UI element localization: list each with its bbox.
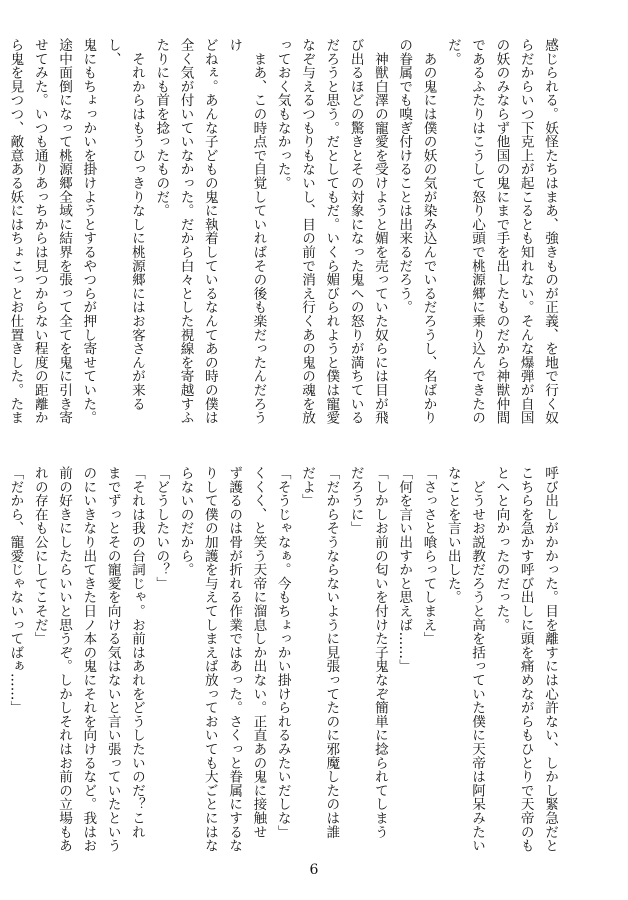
text-line: だ。 — [444, 38, 461, 66]
text-line: なぞ与えるつもりもないし、目の前で消え行くあの鬼の魂を放 — [299, 38, 316, 425]
page-number: 6 — [309, 862, 319, 878]
text-line: ら鬼を見つつ、敵意ある妖にはちょこっとお仕置きした。たま — [7, 38, 24, 425]
text-line: 「さっさと喰らってしまえ」 — [420, 466, 437, 646]
text-line: 「だから、寵愛じゃないってばぁ……」 — [7, 466, 24, 715]
text-line: のにいきなり出てきた日ノ本の鬼にそれを向けるなど。我はお — [80, 466, 97, 853]
text-line: せてみた。いつも通りあっちからは見つからない程度の距離か — [31, 38, 48, 425]
text-line: 「そうじゃなぁ。今もちょっかい掛けられるみたいだしな」 — [274, 466, 291, 839]
text-line: 途中面倒になって桃源郷全域に結界を張って全てを鬼に引き寄 — [56, 38, 73, 425]
text-line: くくく、と笑う天帝に溜息しか出ない。正直あの鬼に接触せ — [250, 466, 267, 839]
text-line: それからはもうひっきりなしに桃源郷にはお客さんが来るし、 — [104, 38, 145, 411]
text-line — [0, 38, 3, 438]
text-line: あの鬼には僕の妖の気が染み込んでいるだろうし、名ばかり — [420, 38, 437, 425]
text-line: りして僕の加護を与えてしまえば放っておいても大ごとにはな — [201, 466, 218, 853]
text-line: 全く気が付いていなかった。だから白々とした視線を寄越すふ — [177, 38, 194, 425]
text-line: ず護るのは骨が折れる作業ではあった。さくっと眷属にするな — [226, 466, 243, 853]
text-line: 前の好きにしたらいいと思うぞ。しかしそれはお前の立場もあ — [56, 466, 73, 853]
text-line: どうせお説教だろうと高を括っていた僕に天帝は阿呆みたい — [469, 466, 486, 853]
text-line: まあ、この時点で自覚していればその後も楽だったんだろうけ — [226, 38, 267, 425]
text-line: 「何を言い出すかと思えば……」 — [396, 466, 413, 673]
text-line: までずっとその寵愛を向ける気はないと言い張っていたという — [104, 466, 121, 853]
text-line: だろうに」 — [347, 466, 364, 535]
text-line: の妖のみならず他国の鬼にまで手を出したものだから神獣仲間 — [493, 38, 510, 425]
text-line: どねぇ。あんな子どもの鬼に執着しているなんてあの時の僕は — [201, 38, 218, 425]
text-line: なことを言い出した。 — [444, 466, 461, 604]
text-line: れの存在も公にしてこそだ」 — [31, 466, 48, 646]
text-line: の眷属でも嗅ぎ付けることは出来るだろう。 — [396, 38, 413, 314]
text-line: 呼び出しがかかった。目を離すには心許ない、しかし緊急だと — [542, 466, 558, 853]
text-line: とへと向かったのだった。 — [493, 466, 510, 632]
text-line: 鬼にもちょっかいを掛けようとするやつらが押し寄せていた。 — [80, 38, 97, 425]
text-line: だよ」 — [299, 466, 316, 508]
bottom-text-block — [7, 466, 562, 861]
text-line: らだからいつ下克上が起こるとも知れない。そんな爆弾が自国 — [517, 38, 534, 425]
text-line: らないのだから。 — [177, 466, 194, 577]
text-line — [0, 466, 3, 861]
text-line: こちらを急かす呼び出しに頭を痛めながらもひとりで天帝のも — [517, 466, 534, 853]
text-line: たりにも首を捻ったものだ。 — [153, 38, 170, 218]
text-line: 「しかしお前の匂いを付けた子鬼なぞ簡単に捻られてしまう — [371, 466, 388, 839]
text-line: 「だからそうならないように見張ってたのに邪魔したのは誰 — [323, 466, 340, 839]
text-line: であるふたりはこうして怒り心頭で桃源郷に乗り込んできたの — [469, 38, 486, 425]
text-line: 感じられる。妖怪たちはまあ、強きものが正義、を地で行く奴 — [542, 38, 558, 425]
text-line: だろうと思う。だとしてもだ。いくら媚びられようと僕は寵愛 — [323, 38, 340, 425]
text-line: っておく気もなかった。 — [274, 38, 291, 190]
text-line: 「それは我の台詞じゃ。お前はあれをどうしたいのだ？これ — [128, 466, 145, 839]
top-text-block — [7, 38, 562, 438]
text-line: び出るほどの驚きとその対象になった鬼への怒りが満ちている — [347, 38, 364, 425]
text-line: 神獣白澤の寵愛を受けようと媚を売っていた奴らには目が飛 — [371, 38, 388, 425]
text-line: 「どうしたいの？」 — [153, 466, 170, 591]
